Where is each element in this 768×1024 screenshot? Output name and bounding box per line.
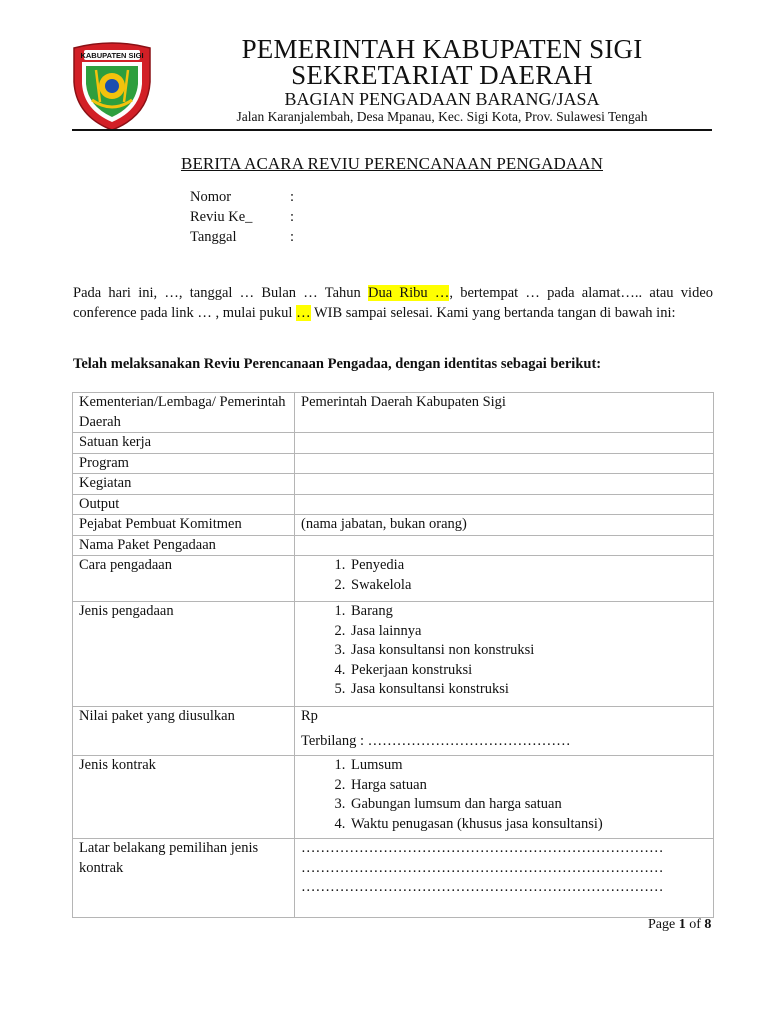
letterhead-line2: SEKRETARIAT DAERAH xyxy=(291,60,593,90)
table-row xyxy=(73,839,714,918)
row-value xyxy=(295,453,714,474)
list-item: 1. Barang xyxy=(349,602,707,622)
table-row xyxy=(73,433,714,454)
table-row xyxy=(73,494,714,515)
dotted-line: ………………………………………………………………… xyxy=(301,859,664,876)
meta-label: Nomor xyxy=(190,189,232,205)
table-row xyxy=(73,602,714,707)
table-row xyxy=(73,515,714,536)
highlight-time: … xyxy=(296,305,311,321)
options-list xyxy=(301,556,707,595)
document-title: BERITA ACARA REVIU PERENCANAAN PENGADAAN xyxy=(181,154,603,173)
meta-nomor xyxy=(190,187,294,207)
meta-tanggal xyxy=(190,227,294,247)
table-row xyxy=(73,453,714,474)
intro-statement: Telah melaksanakan Reviu Perencanaan Pengadaa, dengan identitas sebagai berikut: xyxy=(73,356,602,372)
para-text: , bertempat … pada alamat….. atau video conference pada link … , mulai pukul xyxy=(73,285,714,321)
list-item: 3. Jasa konsultansi non konstruksi xyxy=(349,641,707,661)
para-text: Pada hari ini, …, tanggal … Bulan … Tahun xyxy=(73,285,369,301)
options-list xyxy=(301,602,707,700)
row-value xyxy=(295,474,714,495)
para-text: WIB sampai selesai. Kami yang bertanda tangan di bawah ini: xyxy=(310,305,676,321)
letterhead-text xyxy=(172,36,712,125)
rp-label: Rp xyxy=(301,708,318,724)
list-item: 2. Swakelola xyxy=(349,576,707,596)
row-value xyxy=(295,756,714,839)
row-value: (nama jabatan, bukan orang) xyxy=(295,515,714,536)
highlight-year: Dua Ribu … xyxy=(368,285,450,301)
row-value xyxy=(295,602,714,707)
table-row xyxy=(73,474,714,495)
row-label: Nilai paket yang diusulkan xyxy=(73,707,295,756)
list-item: 2. Harga satuan xyxy=(349,776,707,796)
list-item: 4. Waktu penugasan (khusus jasa konsultansi) xyxy=(349,815,707,835)
row-label: Nama Paket Pengadaan xyxy=(73,535,295,556)
list-item: 1. Penyedia xyxy=(349,556,707,576)
row-label: Jenis pengadaan xyxy=(73,602,295,707)
table-row xyxy=(73,756,714,839)
row-value: Pemerintah Daerah Kabupaten Sigi xyxy=(295,393,714,433)
row-label: Latar belakang pemilihan jenis kontrak xyxy=(73,839,295,918)
dotted-line: ………………………………………………………………… xyxy=(301,840,664,856)
list-item: 3. Gabungan lumsum dan harga satuan xyxy=(349,795,707,815)
meta-colon: : xyxy=(290,189,295,205)
list-item: 2. Jasa lainnya xyxy=(349,622,707,642)
row-value xyxy=(295,556,714,602)
meta-block xyxy=(190,187,294,247)
row-label: Jenis kontrak xyxy=(73,756,295,839)
kabupaten-sigi-logo xyxy=(70,40,154,132)
row-label: Kementerian/Lembaga/ Pemerintah Daerah xyxy=(73,393,295,433)
row-label: Kegiatan xyxy=(73,474,295,495)
meta-reviu xyxy=(190,207,294,227)
list-item: 5. Jasa konsultansi konstruksi xyxy=(349,680,707,700)
logo-text: KABUPATEN SIGI xyxy=(80,51,144,60)
letterhead xyxy=(64,36,714,132)
identity-table xyxy=(72,392,714,918)
page-number: 1 xyxy=(678,917,686,932)
row-value xyxy=(295,839,714,918)
row-label: Output xyxy=(73,494,295,515)
terbilang-line: Terbilang : …………………………………… xyxy=(301,732,571,749)
of-word: of xyxy=(689,917,701,932)
meta-colon: : xyxy=(290,229,295,245)
dotted-line: ………………………………………………………………… xyxy=(301,879,664,895)
meta-colon: : xyxy=(290,209,295,225)
row-value xyxy=(295,535,714,556)
row-label: Pejabat Pembuat Komitmen xyxy=(73,515,295,536)
page-total: 8 xyxy=(704,917,712,932)
letterhead-rule xyxy=(72,129,712,131)
table-row xyxy=(73,393,714,433)
page-word: Page xyxy=(648,917,676,932)
meta-label: Reviu Ke_ xyxy=(190,209,253,225)
letterhead-line1: PEMERINTAH KABUPATEN SIGI xyxy=(241,34,643,64)
options-list xyxy=(301,756,707,834)
opening-paragraph xyxy=(73,283,713,323)
page-footer xyxy=(648,917,711,933)
letterhead-line3: BAGIAN PENGADAAN BARANG/JASA xyxy=(284,89,600,109)
table-row xyxy=(73,707,714,756)
meta-label: Tanggal xyxy=(190,229,237,245)
table-row xyxy=(73,535,714,556)
row-value xyxy=(295,433,714,454)
row-value xyxy=(295,494,714,515)
letterhead-address: Jalan Karanjalembah, Desa Mpanau, Kec. Sigi Kota, Prov. Sulawesi Tengah xyxy=(236,109,648,124)
table-row xyxy=(73,556,714,602)
row-value xyxy=(295,707,714,756)
row-label: Program xyxy=(73,453,295,474)
row-label: Satuan kerja xyxy=(73,433,295,454)
list-item: 1. Lumsum xyxy=(349,756,707,776)
list-item: 4. Pekerjaan konstruksi xyxy=(349,661,707,681)
row-label: Cara pengadaan xyxy=(73,556,295,602)
